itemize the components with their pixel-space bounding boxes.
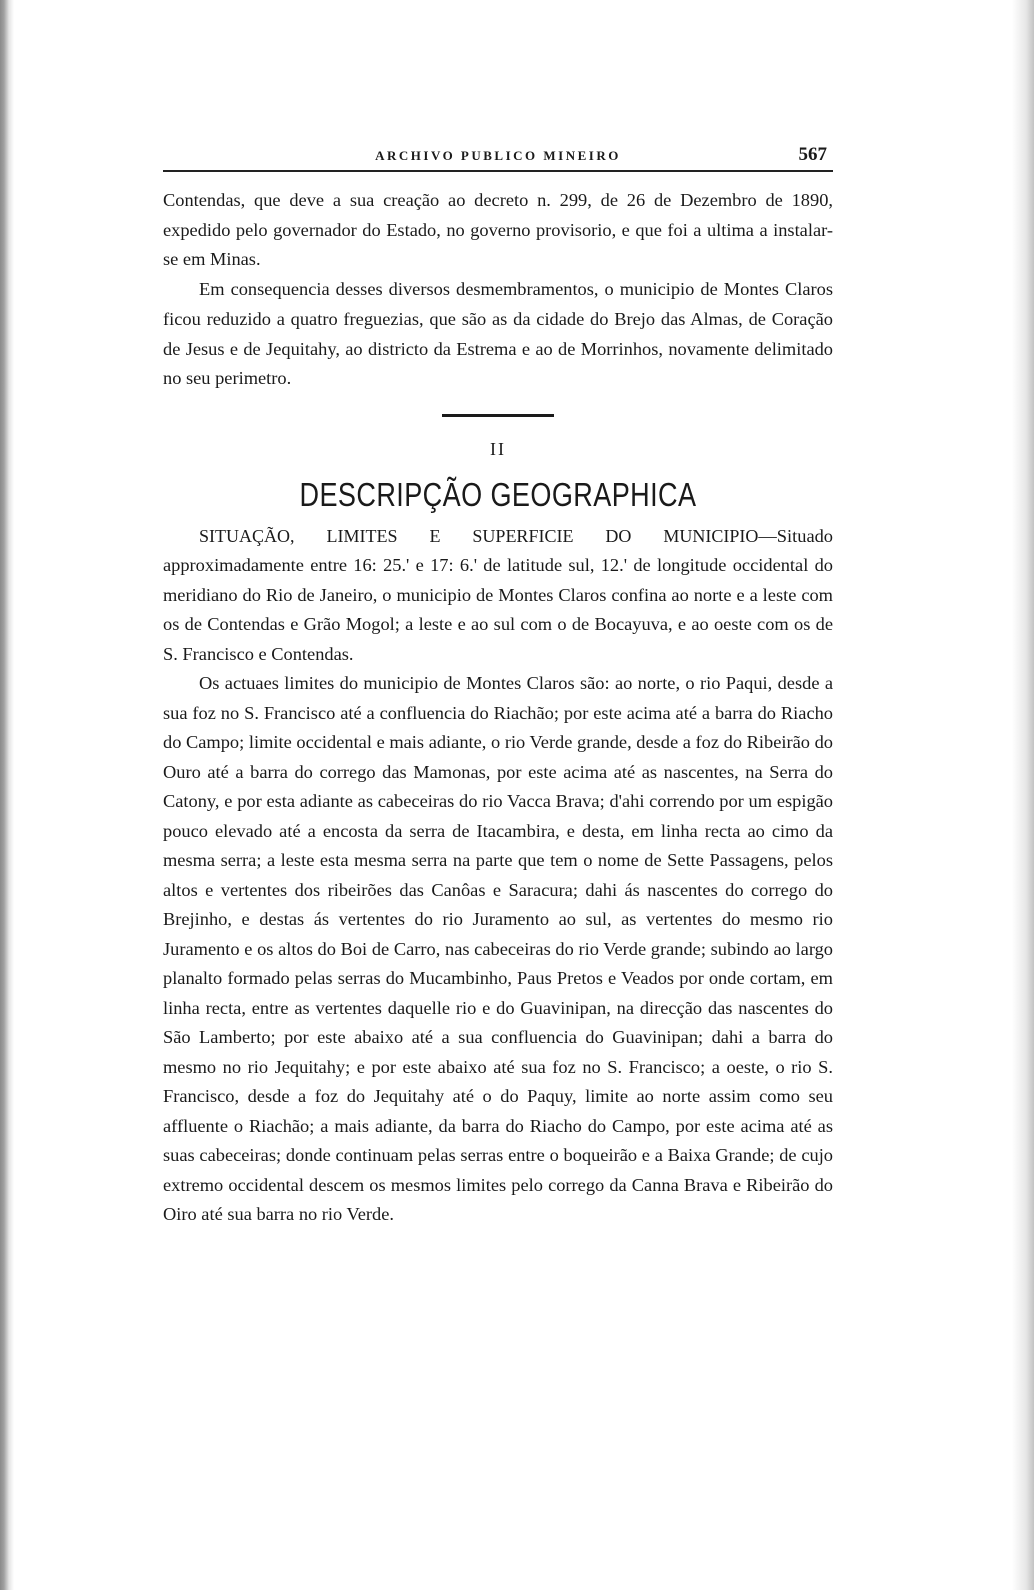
paragraph-situacao-lead: SITUAÇÃO, LIMITES E SUPERFICIE DO MUNICIPIO bbox=[199, 525, 759, 546]
scan-shadow-left bbox=[0, 0, 14, 1590]
paragraph-contendas: Contendas, que deve a sua creação ao decreto n. 299, de 26 de Dezembro de 1890, expedido pelo governador do Estado, no governo provisorio, e que foi a ultima a instalar-se em Minas. bbox=[163, 190, 833, 270]
section-heading: DESCRIPÇÃO GEOGRAPHICA bbox=[299, 475, 697, 513]
paragraph-limites: Os actuaes limites do municipio de Montes Claros são: ao norte, o rio Paqui, desde a sua foz no S. Francisco até a confluencia do Riachão; por este acima até a barra do Riacho do Campo; limite occidental e mais adiante, o rio Verde grande, desde a foz do Ribeirão do Ouro até a barra do corrego das Mamonas, por este acima até as nascentes, na Serra do Catony, e por esta adiante as cabeceiras do rio Vacca Brava; d'ahi correndo por um espigão pouco elevado até a encosta da serra de Itacambira, e desta, em linha recta ao cimo da mesma serra; a leste esta mesma serra na parte que tem o nome de Sette Passagens, pelos altos e vertentes dos ribeirões das Canôas e Saracura; dahi ás nascentes do corrego do Brejinho, e destas ás vertentes do rio Juramento ao sul, as vertentes do mesmo rio Juramento e os altos do Boi de Carro, nas cabeceiras do rio Verde grande; subindo ao largo planalto formado pelas serras do Mucambinho, Paus Pretos e Veados por onde cortam, em linha recta, entre as vertentes daquelle rio e do Guavinipan, na direcção das nascentes do São Lamberto; por este abaixo até a sua confluencia do Guavinipan; dahi a barra do mesmo no rio Jequitahy; e por este abaixo até sua foz no S. Francisco; a oeste, o rio S. Francisco, desde a foz do Jequitahy até o do Paquy, limite ao norte assim como seu affluente o Riachão; a mais adiante, da barra do Riacho do Campo, por este acima até as suas cabeceiras; donde continuam pelas serras entre o boqueirão e a Baixa Grande; de cujo extremo occidental descem os mesmos limites pelo corrego da Canna Brava e Ribeirão do Oiro até sua barra no rio Verde. bbox=[163, 673, 833, 1225]
paragraph-situacao-text: —Situado approximadamente entre 16: 25.' e 17: 6.' de latitude sul, 12.' de longitude occidental do meridiano do Rio de Janeiro, o municipio de Montes Claros confina ao norte e a leste com os de Contendas e Grão Mogol; a leste e ao sul com o de Bocayuva, e ao oeste com os de S. Francisco e Contendas. bbox=[163, 525, 833, 664]
section-divider bbox=[442, 414, 554, 417]
running-header bbox=[163, 140, 833, 172]
body-text-intro bbox=[163, 186, 833, 394]
body-text-geography bbox=[163, 522, 833, 1230]
section-numeral: II bbox=[490, 438, 506, 459]
book-page bbox=[163, 140, 833, 1230]
page-number: 567 bbox=[798, 144, 827, 165]
scan-shadow-right bbox=[1012, 0, 1034, 1590]
paragraph-situacao bbox=[163, 522, 833, 670]
paragraph-consequencia: Em consequencia desses diversos desmembramentos, o municipio de Montes Claros ficou reduzido a quatro freguezias, que são as da cidade do Brejo das Almas, de Coração de Jesus e de Jequitahy, ao districto da Estrema e ao de Morrinhos, novamente delimitado no seu perimetro. bbox=[163, 279, 833, 389]
running-title: ARCHIVO PUBLICO MINEIRO bbox=[375, 148, 621, 163]
